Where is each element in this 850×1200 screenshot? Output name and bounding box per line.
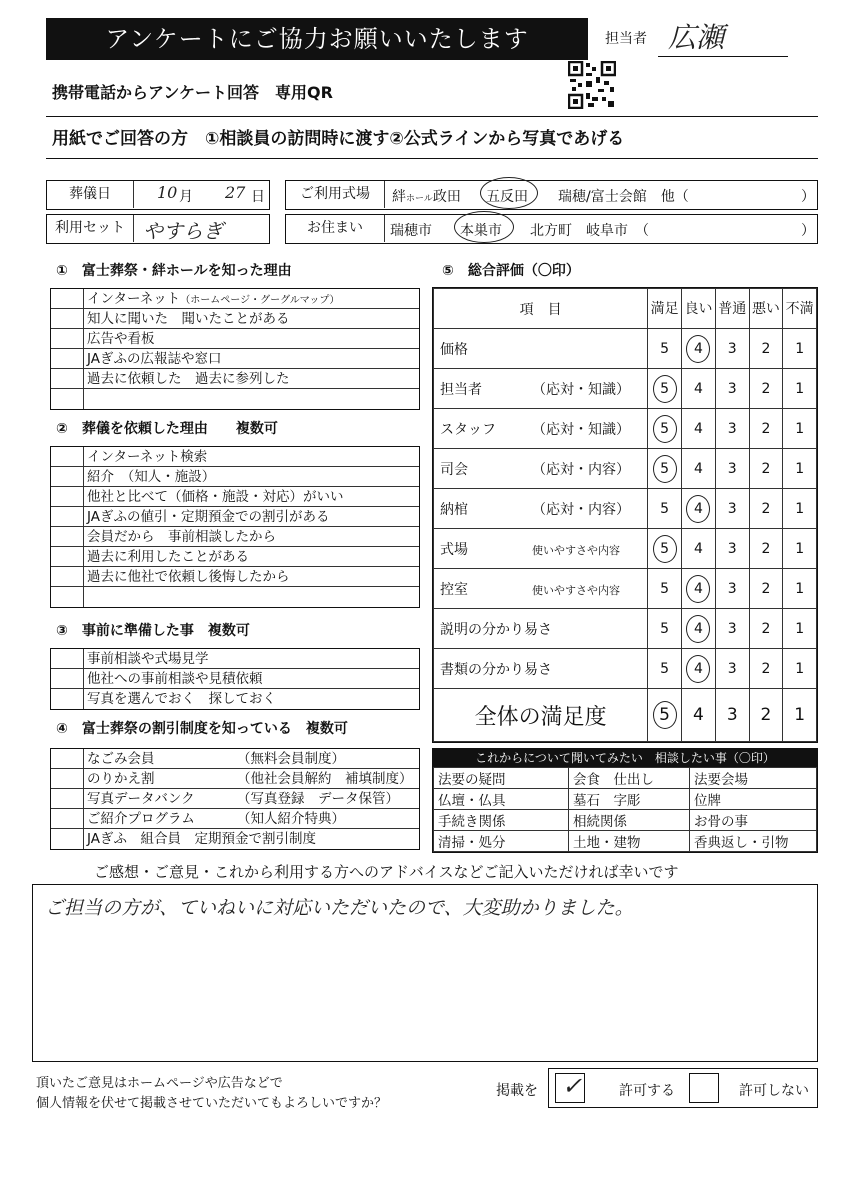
rating-item-label: 司会 [440,461,468,478]
q1-gutter [83,289,84,409]
q3-gutter [83,649,84,709]
rating-item [434,489,648,529]
rating-option-value: 2 [761,500,771,517]
consult-row [434,831,817,852]
rating-item [434,409,648,449]
rating-option-value: 4 [694,420,703,437]
residence-mizuho[interactable]: 瑞穂市 [390,223,432,239]
consult-table [432,748,818,853]
rating-option[interactable] [715,409,749,449]
rating-table [432,287,818,743]
q1-list [50,288,420,410]
rating-option-value: 3 [727,420,737,437]
rating-row [434,529,817,569]
day-value[interactable]: 27 [225,183,246,202]
rating-item-sub: 使いやすさや内容 [532,543,620,557]
rating-option-value: 1 [795,660,805,677]
rating-row [434,489,817,529]
rating-option[interactable] [749,529,783,569]
q3-item-photo[interactable]: 写真を選んでおく 探しておく [87,691,276,707]
rating-option-value: 2 [761,460,771,477]
q1-item-acquaintance[interactable]: 知人に聞いた 聞いたことがある [51,309,419,329]
rating-option-value: 2 [761,420,771,437]
allow-label: 許可する [619,1083,675,1099]
q2-list [50,446,420,608]
rating-option-value: 3 [727,460,737,477]
staff-underline [658,56,788,57]
rating-row [434,569,817,609]
rating-option[interactable] [783,609,817,649]
rating-option[interactable] [682,649,716,689]
rating-header-row [434,289,817,329]
set-label: 利用セット [47,215,134,242]
rating-item-sub: 使いやすさや内容 [532,583,620,597]
rating-option[interactable] [783,329,817,369]
q1-item-internet[interactable] [51,289,419,309]
q2-item-search[interactable]: インターネット検索 [51,447,419,467]
residence-circle-mark [454,211,514,243]
rating-option-value: 2 [761,540,771,557]
rating-row [434,409,817,449]
day-unit: 日 [251,189,265,205]
q4-item-photobank-name: 写真データバンク [87,791,195,807]
q2-gutter [83,447,84,607]
rating-option-value: 2 [761,580,771,597]
rating-option[interactable] [648,329,682,369]
rating-option-value: 3 [727,580,737,597]
rating-option-value: 5 [653,415,677,443]
rating-option[interactable] [648,489,682,529]
rating-option-value: 1 [795,340,805,357]
consult-option[interactable]: 法要の疑問 [434,768,569,789]
rating-option-value: 3 [727,620,737,637]
rating-item-label: スタッフ [440,421,496,438]
q4-item-ja-member-name: JAぎふ 組合員 定期預金で割引制度 [87,831,316,847]
rating-option[interactable] [682,569,716,609]
q4-item-norikae[interactable] [51,769,419,789]
rating-option[interactable] [749,609,783,649]
rating-option-value: 5 [660,620,670,637]
consult-option[interactable]: 相続関係 [569,810,690,831]
rating-option-value: 2 [761,660,771,677]
rating-option[interactable] [648,649,682,689]
deny-checkbox[interactable] [689,1073,719,1103]
q4-gutter [83,749,84,849]
qr-code-icon[interactable] [568,61,616,109]
rating-option-value: 2 [761,380,771,397]
overall-option-value: 2 [760,705,772,725]
overall-option[interactable] [682,689,716,742]
consult-row [434,810,817,831]
rating-option-value: 1 [795,620,805,637]
rating-option[interactable] [749,409,783,449]
rating-option[interactable] [715,529,749,569]
rating-option-value: 5 [653,455,677,483]
rating-option[interactable] [749,649,783,689]
q4-item-norikae-note: （他社会員解約 補填制度） [237,771,413,787]
consult-row [434,768,817,789]
month-value[interactable]: 10 [157,183,178,202]
rating-item-header: 項 目 [434,289,648,329]
rating-option[interactable] [783,529,817,569]
rating-option-value: 5 [653,535,677,563]
qr-answer-label: 携帯電話からアンケート回答 専用QR [52,83,333,102]
q2-title: ② 葬儀を依頼した理由 複数可 [56,421,278,437]
scale-header-1: 不満 [783,289,817,329]
q2-item-compare[interactable]: 他社と比べて（価格・施設・対応）がいい [51,487,419,507]
rating-option[interactable] [783,489,817,529]
divider-1 [46,116,818,117]
consult-option[interactable]: 位牌 [690,789,817,810]
rating-option[interactable] [648,369,682,409]
rating-option-value: 3 [727,380,737,397]
rating-option-value: 1 [795,420,805,437]
rating-option-value: 4 [694,460,703,477]
rating-item [434,369,648,409]
consult-row [434,789,817,810]
rating-item-sub: （応対・知識） [532,421,630,438]
rating-option-value: 5 [653,375,677,403]
q1-item-internet-label: インターネット [87,291,181,307]
rating-option[interactable] [715,449,749,489]
overall-option-value: 4 [693,705,704,725]
rating-item-label: 納棺 [440,501,468,518]
q4-item-referral-note: （知人紹介特典） [237,811,345,827]
hall-box [285,180,818,210]
rating-item-label: 担当者 [440,381,482,398]
funeral-date-label: 葬儀日 [47,181,134,208]
q5-title: ⑤ 総合評価（〇印） [442,263,580,279]
q4-item-photobank-note: （写真登録 データ保管） [237,791,399,807]
rating-option[interactable] [715,649,749,689]
q4-item-nagomi-note: （無料会員制度） [237,751,345,767]
rating-option[interactable] [715,329,749,369]
q4-item-norikae-name: のりかえ割 [87,771,155,787]
rating-option-value: 1 [795,460,805,477]
rating-option-value: 5 [660,340,670,357]
rating-option-value: 1 [795,540,805,557]
rating-option[interactable] [648,449,682,489]
rating-option-value: 5 [660,660,670,677]
rating-option-value: 3 [727,500,737,517]
comments-prompt: ご感想・ご意見・これから利用する方へのアドバイスなどご記入いただければ幸いです [94,863,679,881]
rating-option[interactable] [682,409,716,449]
rating-option[interactable] [682,529,716,569]
staff-name: 広瀬 [668,21,725,54]
q4-item-ja-member[interactable] [51,829,419,849]
rating-option[interactable] [682,489,716,529]
rating-option[interactable] [648,609,682,649]
rating-item [434,649,648,689]
consult-option[interactable]: 香典返し・引物 [690,831,817,852]
rating-option-value: 1 [795,380,805,397]
rating-item-label: 書類の分かり易さ [440,661,552,678]
publish-question-line1: 頂いたご意見はホームページや広告などで [36,1076,283,1091]
rating-option-value: 4 [686,615,710,643]
hall-kizuna-text: 絆 [392,189,406,205]
deny-label: 許可しない [739,1083,809,1099]
rating-item-label: 式場 [440,541,468,558]
rating-option-value: 5 [660,500,670,517]
rating-option[interactable] [648,409,682,449]
q2-item-ja-discount[interactable]: JAぎふの値引・定期預金での割引がある [51,507,419,527]
divider-2 [46,158,818,159]
overall-option-value: 5 [653,701,677,729]
q4-title: ④ 富士葬祭の割引制度を知っている 複数可 [56,721,348,737]
hall-option-mizuho[interactable]: 瑞穂/富士会館 他（ [558,189,689,205]
scale-header-5: 満足 [648,289,682,329]
q4-item-nagomi[interactable] [51,749,419,769]
rating-option[interactable] [682,609,716,649]
overall-option[interactable] [783,689,817,742]
q3-title: ③ 事前に準備した事 複数可 [56,623,250,639]
comments-box[interactable] [32,884,818,1062]
rating-option-value: 5 [660,580,670,597]
rating-option[interactable] [648,529,682,569]
rating-item-label: 控室 [440,581,468,598]
rating-option-value: 1 [795,580,805,597]
staff-label: 担当者 [605,31,647,47]
rating-option[interactable] [749,369,783,409]
rating-item-sub: （応対・内容） [532,501,630,518]
q1-item-past[interactable]: 過去に依頼した 過去に参列した [51,369,419,389]
month-unit: 月 [179,189,193,205]
rating-option-value: 1 [795,500,805,517]
publish-question-line2: 個人情報を伏せて掲載させていただいてもよろしいですか？ [36,1096,388,1111]
rating-item-sub: （応対・内容） [532,461,630,478]
set-box [46,214,270,244]
rating-option[interactable] [682,329,716,369]
rating-item-sub: （応対・知識） [532,381,630,398]
rating-option-value: 4 [686,335,710,363]
consult-option[interactable]: 仏壇・仏具 [434,789,569,810]
rating-option-value: 2 [761,340,771,357]
q3-item-consult[interactable]: 事前相談や式場見学 [51,649,419,669]
q2-item-regret[interactable]: 過去に他社で依頼し後悔したから [51,567,419,587]
rating-option[interactable] [783,569,817,609]
q1-item-blank[interactable] [51,389,419,409]
allow-check-mark: ✓ [562,1072,583,1100]
rating-row [434,329,817,369]
consult-option[interactable]: 法要会場 [690,768,817,789]
rating-option[interactable] [648,569,682,609]
rating-item [434,569,648,609]
q2-item-used-before[interactable]: 過去に利用したことがある [51,547,419,567]
rating-option-value: 2 [761,620,771,637]
q3-list [50,648,420,710]
rating-option[interactable] [783,649,817,689]
scale-header-2: 悪い [749,289,783,329]
funeral-date-box [46,180,270,210]
overall-option[interactable] [749,689,783,742]
consult-option[interactable]: お骨の事 [690,810,817,831]
rating-option[interactable] [749,569,783,609]
residence-label: お住まい [286,215,385,242]
set-value[interactable]: やすらぎ [143,219,223,243]
consult-option[interactable]: 手続き関係 [434,810,569,831]
q1-title: ① 富士葬祭・絆ホールを知った理由 [56,263,292,279]
consult-option[interactable]: 会食 仕出し [569,768,690,789]
rating-option[interactable] [715,569,749,609]
paper-answer-label: 用紙でご回答の方 ①相談員の訪問時に渡す②公式ラインから写真であげる [52,129,625,149]
rating-option[interactable] [783,369,817,409]
hall-option-kizuna[interactable] [392,186,461,206]
rating-item [434,329,648,369]
rating-option-value: 4 [686,655,710,683]
residence-box [285,214,818,244]
scale-header-3: 普通 [715,289,749,329]
residence-motosu[interactable]: 本巣市 [460,223,502,239]
rating-option-value: 3 [727,340,737,357]
q4-item-photobank[interactable] [51,789,419,809]
rating-row [434,449,817,489]
rating-row [434,649,817,689]
rating-item [434,609,648,649]
consult-option[interactable]: 土地・建物 [569,831,690,852]
rating-item [434,529,648,569]
rating-row [434,369,817,409]
overall-option[interactable] [648,689,682,742]
hall-option-gotanda[interactable]: 五反田 [486,189,528,205]
rating-option-value: 4 [686,495,710,523]
overall-label: 全体の満足度 [434,689,648,742]
residence-close-paren: ） [801,223,815,239]
overall-option-value: 3 [726,705,738,725]
consult-option[interactable]: 墓石 字彫 [569,789,690,810]
overall-option[interactable] [715,689,749,742]
q2-item-member[interactable]: 会員だから 事前相談したから [51,527,419,547]
q2-item-blank[interactable] [51,587,419,607]
rating-option[interactable] [715,369,749,409]
rating-item-label: 価格 [440,341,468,358]
rating-item-label: 説明の分かり易さ [440,621,552,638]
overall-option-value: 1 [794,705,806,725]
rating-option-value: 4 [694,540,703,557]
rating-option[interactable] [783,409,817,449]
rating-option[interactable] [715,489,749,529]
rating-option-value: 3 [727,540,737,557]
hall-masada-text: 政田 [432,189,461,205]
comments-text: ご担当の方が、ていねいに対応いただいたので、大変助かりました。 [45,897,634,919]
rating-option[interactable] [682,369,716,409]
q1-item-ad[interactable]: 広告や看板 [51,329,419,349]
q4-list [50,748,420,850]
rating-option[interactable] [682,449,716,489]
consult-option[interactable]: 清掃・処分 [434,831,569,852]
rating-option-value: 4 [694,380,703,397]
scale-header-4: 良い [682,289,716,329]
rating-option-value: 4 [686,575,710,603]
q1-item-internet-note: （ホームページ・グーグルマップ） [180,295,340,306]
rating-option[interactable] [715,609,749,649]
q3-item-estimate[interactable]: 他社への事前相談や見積依頼 [51,669,419,689]
rating-item [434,449,648,489]
rating-option[interactable] [749,329,783,369]
hall-close-paren: ） [801,189,815,205]
overall-row [434,689,817,742]
rating-row [434,609,817,649]
q4-item-nagomi-name: なごみ会員 [87,751,155,767]
residence-others[interactable]: 北方町 岐阜市 （ [530,223,649,239]
q2-item-referral[interactable]: 紹介 （知人・施設） [51,467,419,487]
rating-option[interactable] [749,489,783,529]
rating-option-value: 3 [727,660,737,677]
hall-kizuna-small: ホール [406,194,433,204]
q4-item-referral-name: ご紹介プログラム [87,811,195,827]
consult-header: これからについて聞いてみたい 相談したい事（〇印） [433,749,817,767]
hall-circle-mark [480,177,538,209]
rating-option[interactable] [749,449,783,489]
q1-item-ja[interactable]: JAぎふの広報誌や窓口 [51,349,419,369]
allow-checkbox[interactable] [555,1073,585,1103]
q4-item-referral[interactable] [51,809,419,829]
rating-option[interactable] [783,449,817,489]
publish-box [548,1068,818,1108]
survey-title: アンケートにご協力お願いいたします [46,18,588,60]
publish-label: 掲載を [496,1083,538,1099]
hall-label: ご利用式場 [286,181,385,208]
